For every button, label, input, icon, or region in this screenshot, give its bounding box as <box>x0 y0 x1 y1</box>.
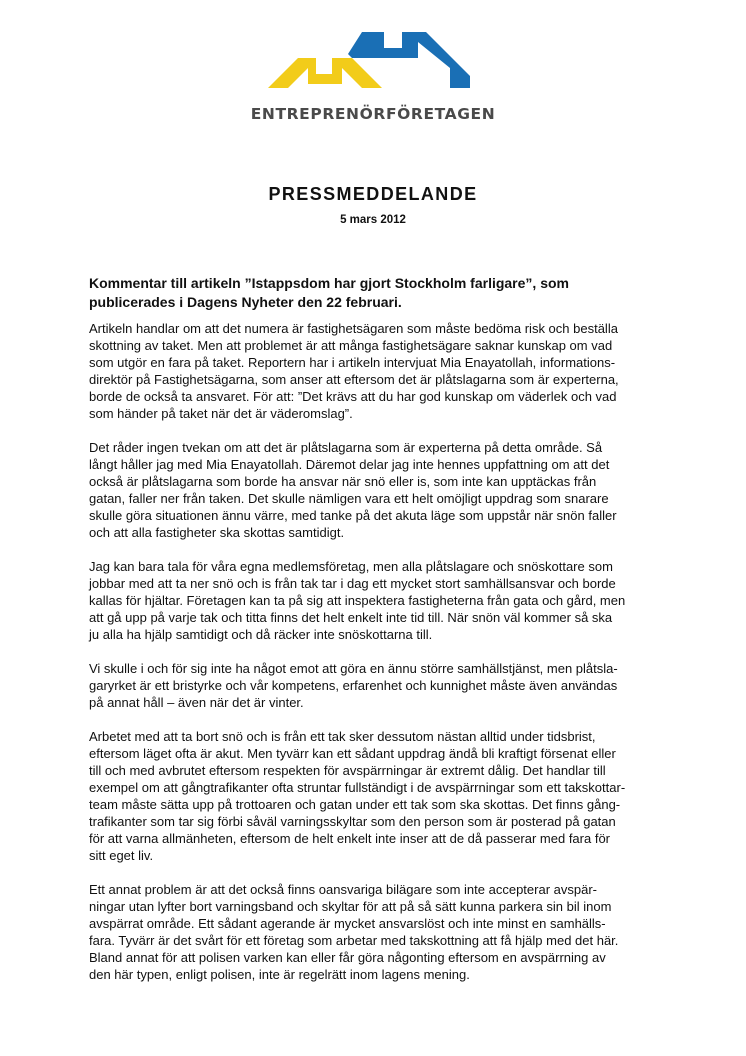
text-line: Bland annat för att polisen varken kan eller får göra någonting eftersom en avspärrning av <box>89 950 606 965</box>
text-line: direktör på Fastighetsägarna, som anser att eftersom det är plåtslagarna som är experterna, <box>89 372 619 387</box>
text-line: Det råder ingen tvekan om att det är plåtslagarna som är experterna på detta område. Så <box>89 440 603 455</box>
text-line: eftersom läget ofta är akut. Men tyvärr kan ett sådant uppdrag ändå bli kraftigt försenat eller <box>89 746 616 761</box>
text-line: sitt eget liv. <box>89 848 154 863</box>
roof-logo-icon <box>268 28 478 92</box>
paragraph-4 <box>89 660 659 711</box>
text-line: Ett annat problem är att det också finns oansvariga bilägare som inte accepterar avspär- <box>89 882 597 897</box>
text-line: exempel om att gångtrafikanter ofta struntar fullständigt i de avspärrningar som ett takskottar- <box>89 780 626 795</box>
paragraph-1 <box>89 320 659 422</box>
text-line: avspärrat område. Ett sådant agerande är mycket ansvarslöst och inte minst en samhälls- <box>89 916 606 931</box>
paragraph-6 <box>89 881 659 983</box>
page-title: PRESSMEDDELANDE <box>268 184 478 204</box>
paragraph-5 <box>89 728 659 864</box>
article-body <box>89 274 659 1000</box>
logo-yellow-roof <box>268 58 382 88</box>
text-line: som utgör en fara på taket. Reportern har i artikeln intervjuat Mia Enayatollah, informations- <box>89 355 616 370</box>
text-line: skottning av taket. Men att problemet är att många fastighetsägare saknar kunskap om vad <box>89 338 613 353</box>
text-line: som händer på taket när det är väderomslag”. <box>89 406 353 421</box>
press-header <box>0 184 746 226</box>
text-line: också är plåtslagarna som borde ha ansvar när snö eller is, som inte kan upptäckas från <box>89 474 597 489</box>
text-line: garyrket är ett bristyrke och vår kompetens, erfarenhet och kunnighet måste även användas <box>89 678 618 693</box>
headline-line: publicerades i Dagens Nyheter den 22 februari. <box>89 294 402 310</box>
text-line: långt håller jag med Mia Enayatollah. Däremot delar jag inte hennes uppfattning om att det <box>89 457 610 472</box>
text-line: trafikanter som tar sig förbi såväl varningsskyltar som den person som är posterad på gatan <box>89 814 616 829</box>
text-line: skulle göra situationen ännu värre, med tanke på det akuta läge som uppstår när snön faller <box>89 508 617 523</box>
company-logo <box>0 28 746 123</box>
headline-line: Kommentar till artikeln ”Istappsdom har gjort Stockholm farligare”, som <box>89 275 569 291</box>
text-line: ningar utan lyfter bort varningsband och skyltar för att på så sätt kunna parkera sin bil inom <box>89 899 612 914</box>
text-line: Jag kan bara tala för våra egna medlemsföretag, men alla plåtslagare och snöskottare som <box>89 559 613 574</box>
text-line: Vi skulle i och för sig inte ha något emot att göra en ännu större samhällstjänst, men plåtsla- <box>89 661 618 676</box>
text-line: fara. Tyvärr är det svårt för ett företag som arbetar med takskottning att få hjälp med det här. <box>89 933 619 948</box>
text-line: Artikeln handlar om att det numera är fastighetsägaren som måste bedöma risk och beställa <box>89 321 618 336</box>
text-line: till och med avbrutet eftersom respekten för avspärrningar är extremt dålig. Det handlar till <box>89 763 606 778</box>
text-line: på annat håll – även när det är vinter. <box>89 695 304 710</box>
text-line: kallas för hjältar. Företagen kan ta på sig att inspektera fastigheterna från gata och gård, men <box>89 593 626 608</box>
text-line: för att varna allmänheten, eftersom de helt enkelt inte inser att de då passerar med fara för <box>89 831 611 846</box>
text-line: jobbar med att ta ner snö och is från tak tar i dag ett mycket stort samhällsansvar och borde <box>89 576 616 591</box>
text-line: den här typen, enligt polisen, inte är regelrätt inom lagens mening. <box>89 967 470 982</box>
text-line: Arbetet med att ta bort snö och is från ett tak sker dessutom nästan alltid under tidsbrist, <box>89 729 596 744</box>
logo-text: ENTREPRENÖRFÖRETAGEN <box>250 105 496 123</box>
text-line: gatan, faller ner från taken. Det skulle nämligen vara ett helt omöjligt uppdrag som snarare <box>89 491 609 506</box>
text-line: ju alla ha hjälp samtidigt och då räcker inte snöskottarna till. <box>89 627 433 642</box>
text-line: att gå upp på varje tak och titta finns det helt enkelt inte tid till. När snön väl kommer så ska <box>89 610 613 625</box>
press-date: 5 mars 2012 <box>340 214 406 226</box>
text-line: team måste sätta upp på trottoaren och gatan under ett tak som ska skottas. Det finns gång- <box>89 797 621 812</box>
text-line: och att alla fastigheter ska skottas samtidigt. <box>89 525 345 540</box>
article-headline <box>89 274 659 312</box>
paragraph-3 <box>89 558 659 643</box>
text-line: borde de också ta ansvaret. För att: ”Det krävs att du har god kunskap om väderlek och vad <box>89 389 617 404</box>
paragraph-2 <box>89 439 659 541</box>
